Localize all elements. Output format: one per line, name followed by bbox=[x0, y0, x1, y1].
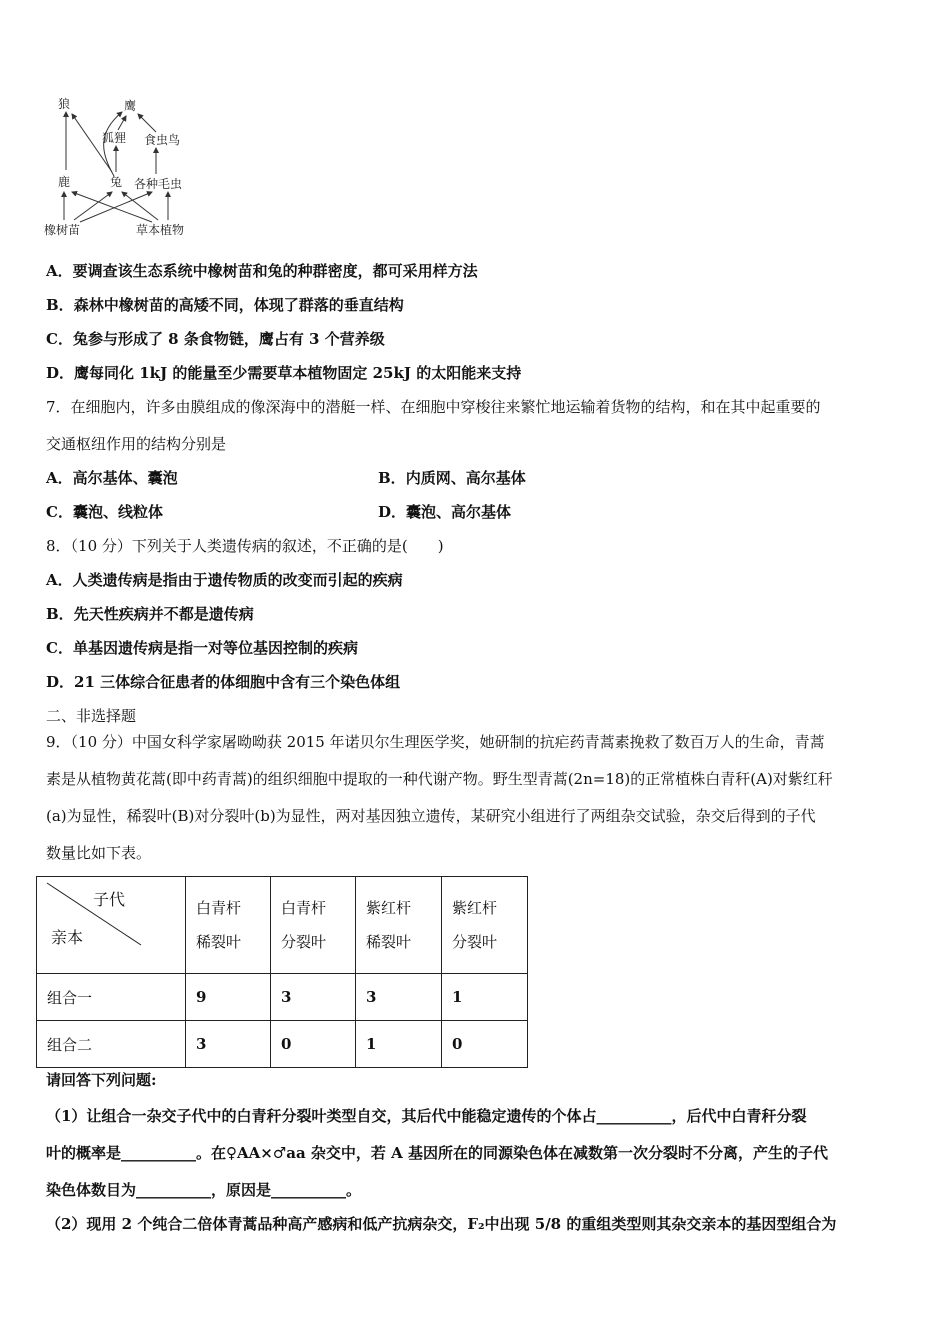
arrow-oak-rabbit bbox=[74, 192, 112, 220]
node-deer: 鹿 bbox=[58, 175, 71, 189]
q7-option-d: D．囊泡、高尔基体 bbox=[378, 503, 512, 521]
q7-stem-line1: 7．在细胞内，许多由膜组成的像深海中的潜艇一样、在细胞中穿梭往来繁忙地运输着货物的结构，和在其中起重要的 bbox=[46, 398, 821, 416]
q9-line4: 数量比如下表。 bbox=[46, 844, 152, 862]
node-hawk: 鹰 bbox=[124, 99, 137, 113]
table-cell: 0 bbox=[271, 1021, 356, 1068]
node-fox: 狐狸 bbox=[102, 131, 127, 145]
q6-option-a: A．要调查该生态系统中橡树苗和兔的种群密度，都可采用样方法 bbox=[46, 262, 478, 280]
table-header-col4: 紫红杆 分裂叶 bbox=[442, 877, 528, 974]
q9-sub1-line1: （1）让组合一杂交子代中的白青秆分裂叶类型自交，其后代中能稳定遗传的个体占__________，后代中白青秆分裂 bbox=[46, 1107, 807, 1125]
q7-stem-line2: 交通枢纽作用的结构分别是 bbox=[46, 435, 227, 453]
arrow-bird-hawk bbox=[138, 114, 156, 132]
q9-line3: (a)为显性，稀裂叶(B)对分裂叶(b)为显性，两对基因独立遗传，某研究小组进行了两组杂交试验，杂交后得到的子代 bbox=[46, 807, 816, 825]
q6-option-b: B．森林中橡树苗的高矮不同，体现了群落的垂直结构 bbox=[46, 296, 404, 314]
q9-sub1-line3: 染色体数目为__________，原因是__________。 bbox=[46, 1181, 362, 1199]
q6-option-d: D．鹰每同化 1kJ 的能量至少需要草本植物固定 25kJ 的太阳能来支持 bbox=[46, 364, 522, 382]
table-header-col3: 紫红杆 稀裂叶 bbox=[356, 877, 442, 974]
q7-option-a: A．高尔基体、囊泡 bbox=[46, 469, 178, 487]
q8-option-d: D．21 三体综合征患者的体细胞中含有三个染色体组 bbox=[46, 673, 401, 691]
row-name: 组合二 bbox=[37, 1021, 186, 1068]
table-cell: 3 bbox=[356, 974, 442, 1021]
q9-sub1-line2: 叶的概率是__________。在♀AA×♂aa 杂交中，若 A 基因所在的同源染色体在减数第一次分裂时不分离，产生的子代 bbox=[46, 1144, 829, 1162]
node-caterpillar: 各种毛虫 bbox=[134, 177, 183, 191]
arrow-grass-rabbit bbox=[122, 192, 158, 220]
q7-option-b: B．内质网、高尔基体 bbox=[378, 469, 526, 487]
table-corner-cell bbox=[37, 877, 186, 974]
q9-line1: 9．（10 分）中国女科学家屠呦呦获 2015 年诺贝尔生理医学奖，她研制的抗疟药青蒿素挽救了数百万人的生命，青蒿 bbox=[46, 733, 825, 751]
table-cell: 0 bbox=[442, 1021, 528, 1068]
q8-option-b: B．先天性疾病并不都是遗传病 bbox=[46, 605, 254, 623]
q8-option-a: A．人类遗传病是指由于遗传物质的改变而引起的疾病 bbox=[46, 571, 403, 589]
q9-line2: 素是从植物黄花蒿(即中药青蒿)的组织细胞中提取的一种代谢产物。野生型青蒿(2n=18)的正常植株白青秆(A)对紫红秆 bbox=[46, 770, 833, 788]
node-insect-bird: 食虫鸟 bbox=[144, 133, 181, 147]
node-herb-plant: 草本植物 bbox=[136, 223, 185, 237]
node-oak-seedling: 橡树苗 bbox=[44, 223, 81, 237]
q9-sub2-line1: （2）现用 2 个纯合二倍体青蒿品种高产感病和低产抗病杂交，F₂中出现 5/8 的重组类型则其杂交亲本的基因型组合为 bbox=[46, 1215, 837, 1233]
q6-option-c: C．兔参与形成了 8 条食物链，鹰占有 3 个营养级 bbox=[46, 330, 385, 348]
table-cell: 9 bbox=[186, 974, 271, 1021]
q8-option-c: C．单基因遗传病是指一对等位基因控制的疾病 bbox=[46, 639, 358, 657]
corner-label-offspring: 子代 bbox=[92, 890, 125, 909]
table-cell: 1 bbox=[356, 1021, 442, 1068]
food-web-diagram bbox=[40, 92, 200, 242]
corner-label-parents: 亲本 bbox=[51, 928, 84, 947]
q9-prompt: 请回答下列问题: bbox=[46, 1071, 157, 1089]
q7-option-c: C．囊泡、线粒体 bbox=[46, 503, 163, 521]
row-name: 组合一 bbox=[37, 974, 186, 1021]
q8-stem: 8．（10 分）下列关于人类遗传病的叙述，不正确的是( ) bbox=[46, 537, 444, 555]
table-cell: 3 bbox=[271, 974, 356, 1021]
section-title: 二、非选择题 bbox=[46, 707, 137, 725]
table-cell: 1 bbox=[442, 974, 528, 1021]
arrow-fox-hawk bbox=[118, 116, 126, 130]
table-header-col2: 白青杆 分裂叶 bbox=[271, 877, 356, 974]
node-wolf: 狼 bbox=[58, 97, 71, 111]
table-row bbox=[37, 974, 528, 1021]
table-cell: 3 bbox=[186, 1021, 271, 1068]
node-rabbit: 兔 bbox=[110, 175, 123, 189]
table-header-row bbox=[37, 877, 528, 974]
table-row bbox=[37, 1021, 528, 1068]
table-header-col1: 白青杆 稀裂叶 bbox=[186, 877, 271, 974]
offspring-ratio-table bbox=[36, 876, 528, 1068]
